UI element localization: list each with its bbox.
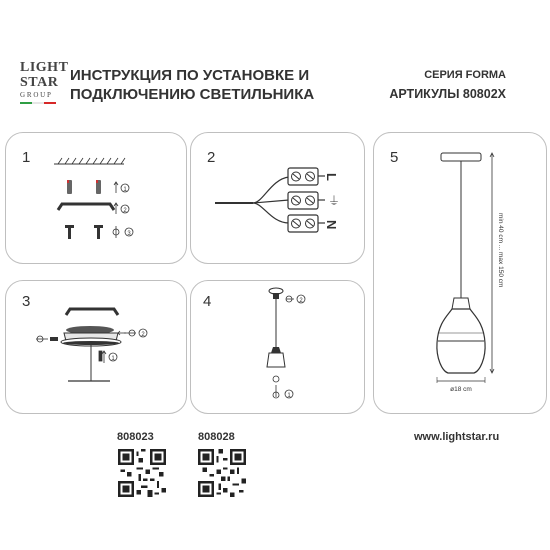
qr-code-icon <box>118 449 166 497</box>
series-label: СЕРИЯ FORMA <box>424 69 506 81</box>
step-2-label: 2 <box>299 298 303 304</box>
website-link[interactable]: www.lightstar.ru <box>414 431 500 443</box>
panel-step-4 <box>190 280 365 414</box>
step-2-label: 2 <box>141 332 145 338</box>
step-1-label: 1 <box>287 393 291 399</box>
italian-flag-icon <box>20 102 56 104</box>
ground-icon: ⏚ <box>328 194 341 208</box>
step-1-label: 1 <box>111 356 115 362</box>
panel-step-5 <box>373 132 547 414</box>
terminal-N-label: N <box>324 220 339 230</box>
panel-number: 2 <box>207 149 216 166</box>
panel-number: 3 <box>22 293 31 310</box>
terminal-L-label: L <box>324 173 339 181</box>
article-code-1: 808023 <box>117 431 154 443</box>
height-label: min 40 cm ... max 150 cm <box>497 213 504 288</box>
article-code-2: 808028 <box>198 431 235 443</box>
wiring-diagram <box>191 133 364 263</box>
panel-step-3 <box>5 280 187 414</box>
step-1-label: 1 <box>123 187 127 193</box>
logo-line2: STAR <box>20 75 59 90</box>
logo-line1: LIGHT <box>20 60 69 75</box>
series-block <box>389 66 506 104</box>
step-3-label: 3 <box>127 231 131 237</box>
panel-step-2 <box>190 132 365 264</box>
diameter-label: ø18 cm <box>450 386 472 393</box>
panel-number: 4 <box>203 293 212 310</box>
dimensions-diagram <box>374 133 546 413</box>
title-line2: ПОДКЛЮЧЕНИЮ СВЕТИЛЬНИКА <box>70 86 315 103</box>
cable-adjust-diagram <box>191 281 364 413</box>
brand-logo <box>20 60 69 104</box>
panel-number: 5 <box>390 149 399 166</box>
articles-label: АРТИКУЛЫ 80802X <box>389 87 506 101</box>
qr-code-icon <box>198 449 246 497</box>
panel-step-1 <box>5 132 187 264</box>
step-2-label: 2 <box>123 208 127 214</box>
ceiling-mount-diagram <box>6 133 186 263</box>
page-title <box>70 66 314 104</box>
title-line1: ИНСТРУКЦИЯ ПО УСТАНОВКЕ И <box>70 67 310 84</box>
logo-line3: GROUP <box>20 91 53 99</box>
panel-number: 1 <box>22 149 31 166</box>
canopy-mount-diagram <box>6 281 186 413</box>
